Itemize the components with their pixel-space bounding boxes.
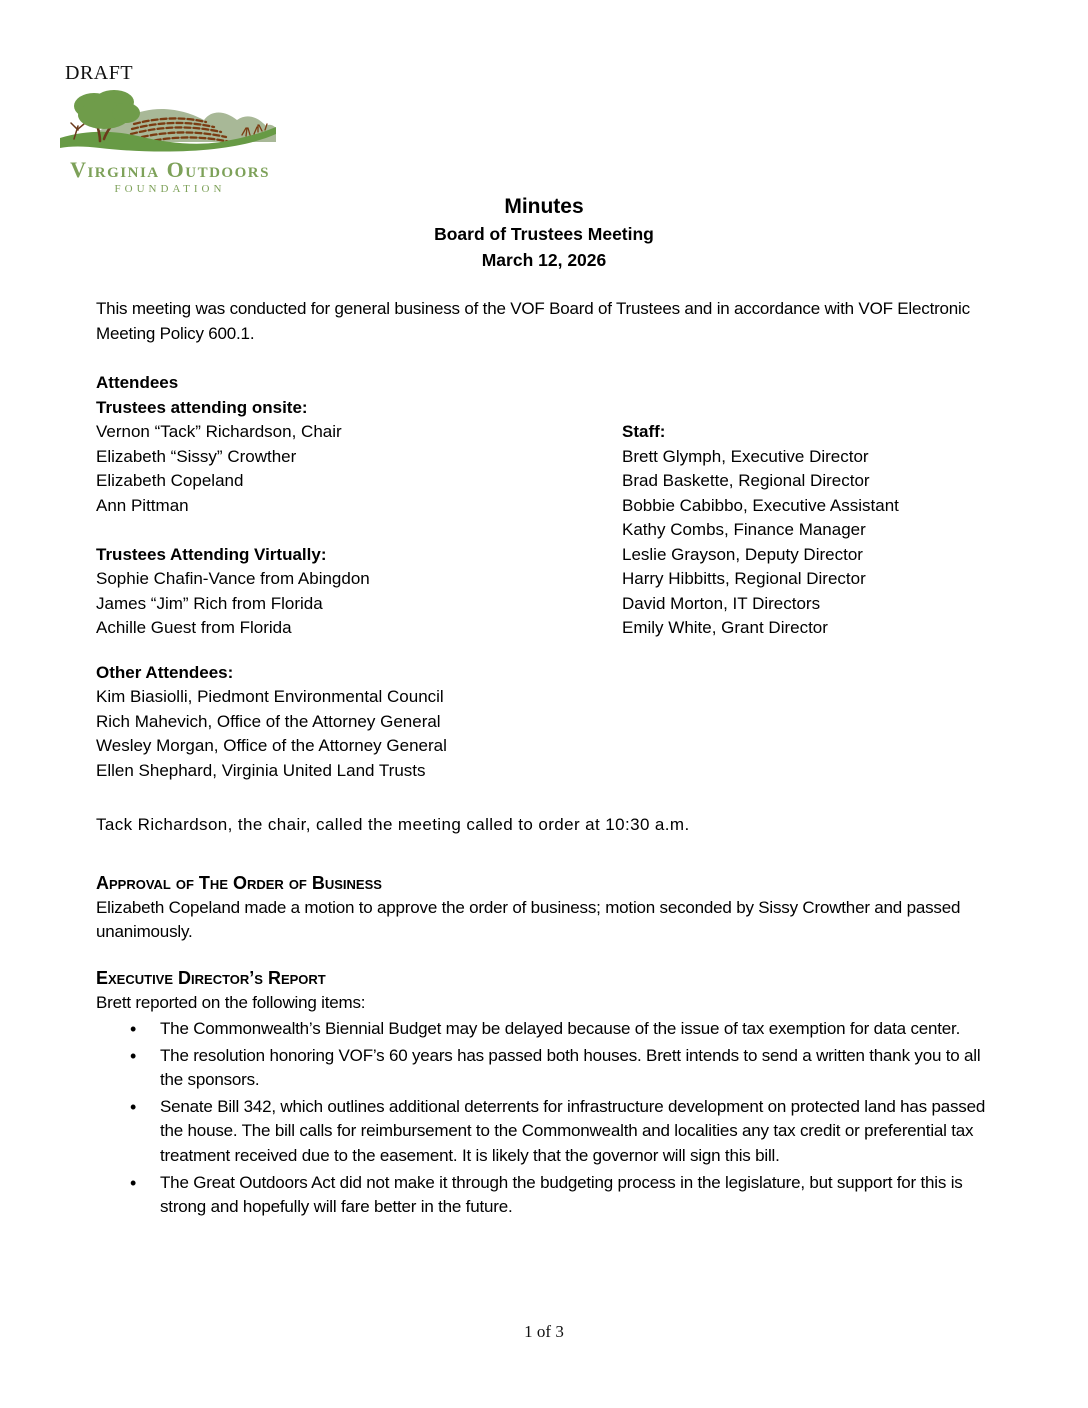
other-attendees-section bbox=[96, 661, 992, 784]
vof-logo-wordmark: Virginia Outdoors bbox=[70, 157, 270, 182]
other-attendee-line: Kim Biasiolli, Piedmont Environmental Council bbox=[96, 687, 444, 706]
report-bullet: • The resolution honoring VOF’s 60 years has passed both houses. Brett intends to send a written thank you to all the sponsors. bbox=[96, 1044, 992, 1093]
order-of-business-body: Elizabeth Copeland made a motion to approve the order of business; motion seconded by Sissy Crowther and passed unanimously. bbox=[96, 897, 961, 941]
executive-directors-report-lead: Brett reported on the following items: bbox=[96, 992, 366, 1012]
attendee-line: Vernon “Tack” Richardson, Chair bbox=[96, 422, 342, 441]
attendee-line: Elizabeth “Sissy” Crowther bbox=[96, 446, 297, 466]
executive-directors-report-heading: Executive Director’s Report bbox=[96, 967, 326, 988]
intro-paragraph: This meeting was conducted for general business of the VOF Board of Trustees and in accordance with VOF Electronic Meeting Policy 600.1. bbox=[96, 299, 970, 343]
report-bullet-list bbox=[96, 1017, 992, 1220]
attendee-subheading: Trustees attending onsite: bbox=[96, 397, 308, 417]
attendees-heading: Attendees bbox=[96, 373, 179, 392]
attendee-line: Achille Guest from Florida bbox=[96, 618, 292, 637]
staff-line: Brett Glymph, Executive Director bbox=[622, 446, 869, 466]
staff-line: Emily White, Grant Director bbox=[622, 618, 828, 637]
attendee-line: Ann Pittman bbox=[96, 495, 189, 515]
page-number: 1 of 3 bbox=[524, 1322, 564, 1341]
virtual-subheading: Trustees Attending Virtually: bbox=[96, 544, 327, 564]
staff-line: Harry Hibbitts, Regional Director bbox=[622, 569, 866, 588]
staff-line: Leslie Grayson, Deputy Director bbox=[622, 544, 863, 564]
order-of-business-section bbox=[96, 871, 992, 945]
attendee-line: James “Jim” Rich from Florida bbox=[96, 593, 323, 613]
vof-logo-illustration bbox=[60, 86, 276, 162]
attendee-line bbox=[96, 518, 622, 543]
attendees-columns bbox=[96, 396, 992, 641]
report-bullet: • Senate Bill 342, which outlines additional deterrents for infrastructure development on protected land has passed the house. The bill calls for reimbursement to the Commonwealth and localities any tax credit or preferential tax treatment received due to the easement. It is likely that the governor will sign this bill. bbox=[96, 1095, 992, 1169]
other-attendee-line: Ellen Shephard, Virginia United Land Trusts bbox=[96, 760, 426, 780]
attendee-line: Sophie Chafin-Vance from Abingdon bbox=[96, 569, 370, 588]
doc-subtitle: Board of Trustees Meeting bbox=[434, 224, 654, 244]
other-attendee-line: Wesley Morgan, Office of the Attorney General bbox=[96, 736, 447, 755]
staff-line: David Morton, IT Directors bbox=[622, 593, 821, 613]
staff-line: Brad Baskette, Regional Director bbox=[622, 471, 870, 490]
other-attendees-heading: Other Attendees: bbox=[96, 662, 234, 682]
attendee-line: Elizabeth Copeland bbox=[96, 471, 244, 490]
attendee-line bbox=[622, 396, 992, 421]
other-attendee-line: Rich Mahevich, Office of the Attorney General bbox=[96, 711, 441, 731]
call-to-order-line: Tack Richardson, the chair, called the meeting called to order at 10:30 a.m. bbox=[96, 815, 690, 834]
report-bullet: • The Great Outdoors Act did not make it through the budgeting process in the legislature, but support for this is strong and hopefully will fare better in the future. bbox=[96, 1171, 992, 1220]
executive-directors-report-section bbox=[96, 966, 992, 1220]
report-bullet: • The Commonwealth’s Biennial Budget may be delayed because of the issue of tax exemption for data center. bbox=[96, 1017, 992, 1042]
staff-subheading: Staff: bbox=[622, 422, 666, 441]
attendees-section bbox=[96, 371, 992, 641]
doc-title: Minutes bbox=[504, 195, 584, 218]
draft-watermark: DRAFT bbox=[65, 62, 134, 84]
staff-line: Kathy Combs, Finance Manager bbox=[622, 520, 866, 539]
order-of-business-heading: Approval of The Order of Business bbox=[96, 872, 382, 893]
staff-line: Bobbie Cabibbo, Executive Assistant bbox=[622, 495, 899, 515]
vof-logo bbox=[60, 86, 280, 196]
vof-logo-foundation-label: FOUNDATION bbox=[114, 183, 226, 196]
doc-date: March 12, 2026 bbox=[481, 250, 607, 270]
document-body bbox=[96, 193, 992, 1220]
